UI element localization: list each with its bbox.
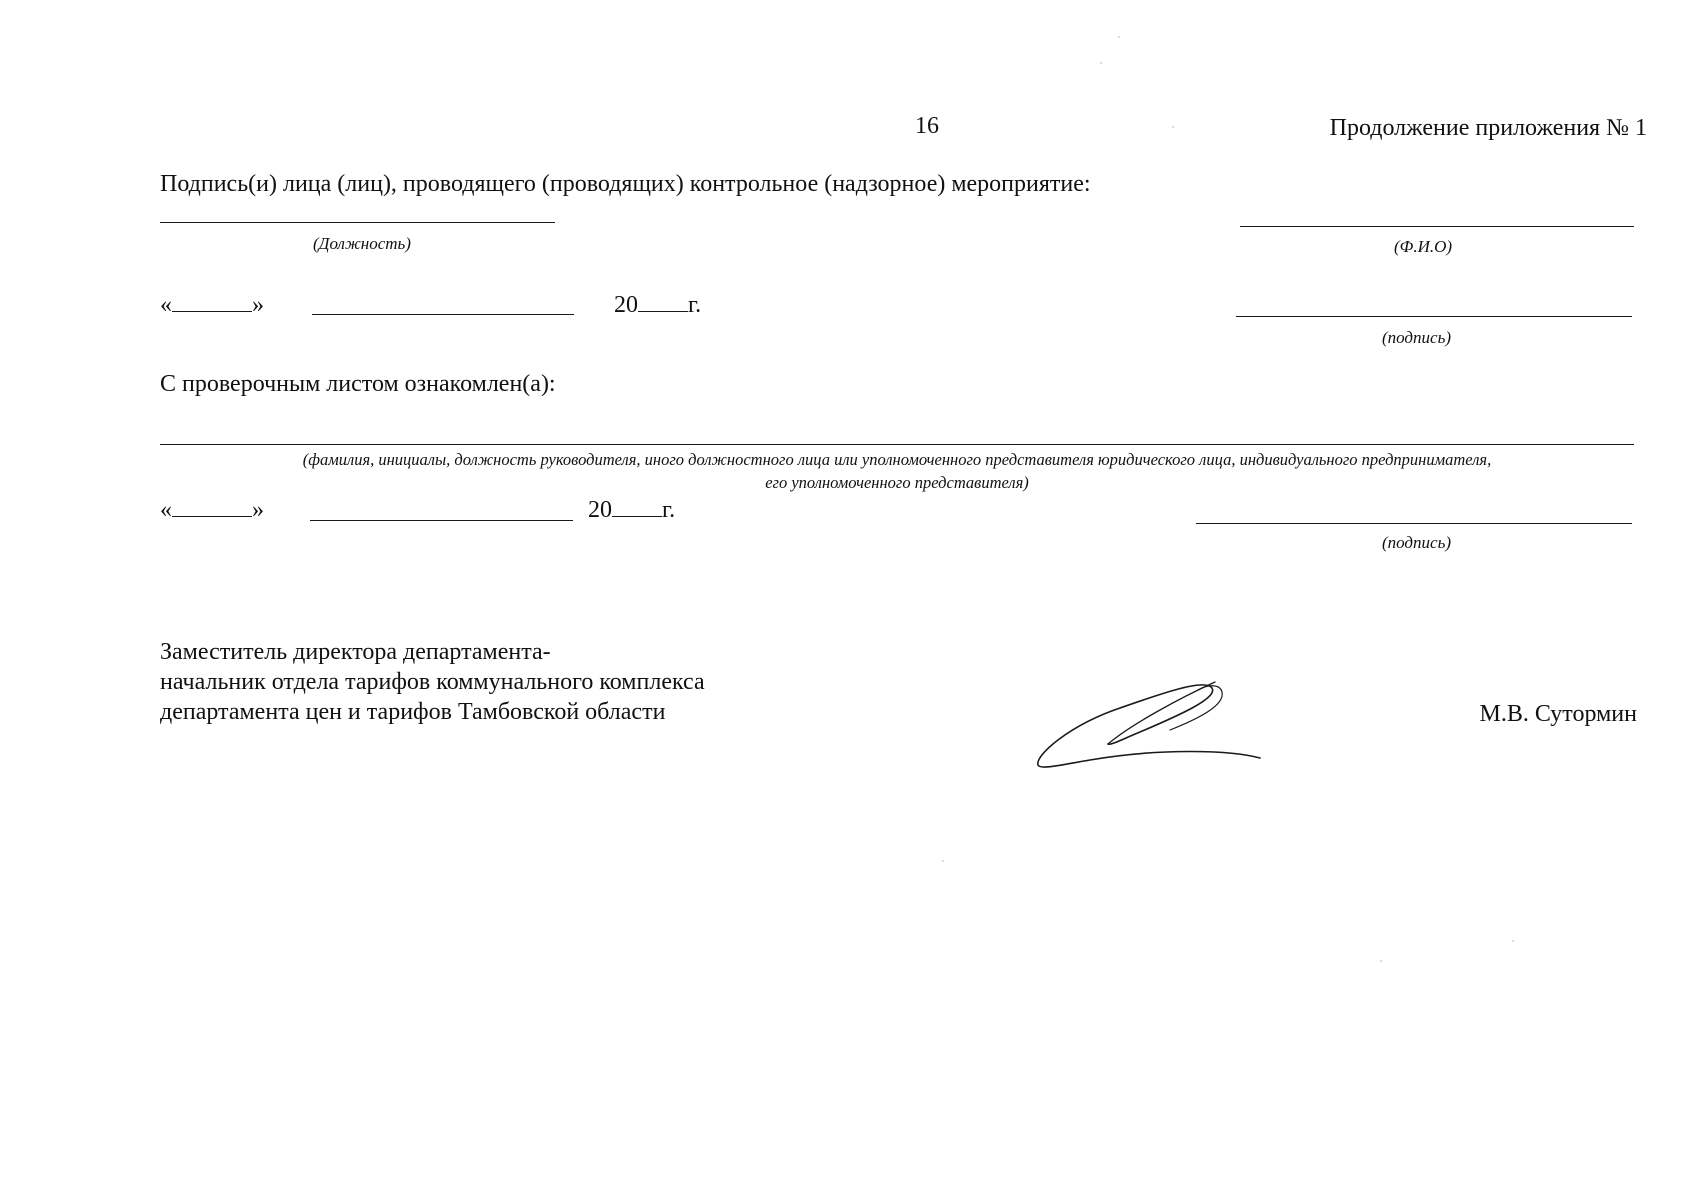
acquaintance-date-year <box>588 496 675 524</box>
year-prefix: 20 <box>614 292 638 318</box>
fio-caption: (Ф.И.О) <box>1394 237 1453 256</box>
handwritten-signature <box>1030 670 1270 780</box>
acquaintance-title: С проверочным листом ознакомлен(а): <box>160 371 556 397</box>
date-open-quote: « <box>160 292 172 318</box>
signatory-title-line3: департамента цен и тарифов Тамбовской области <box>160 699 666 725</box>
inspector-signature-caption: (подпись) <box>1382 328 1451 347</box>
position-line <box>160 222 555 223</box>
signatory-title-line1: Заместитель директора департамента- <box>160 639 551 665</box>
appendix-continuation: Продолжение приложения № 1 <box>1329 115 1647 141</box>
acquaintance-signature-line <box>1196 523 1632 524</box>
inspector-month-line <box>312 314 574 315</box>
inspector-date-day <box>160 291 264 319</box>
acquaintance-signature-caption: (подпись) <box>1382 533 1451 552</box>
fio-line <box>1240 226 1634 227</box>
scan-speck <box>942 860 944 862</box>
acquaintance-name-line <box>160 444 1634 445</box>
date-open-quote: « <box>160 497 172 523</box>
inspector-signatures-title: Подпись(и) лица (лиц), проводящего (проводящих) контрольное (надзорное) мероприятие: <box>160 171 1091 197</box>
scan-speck <box>1100 62 1102 64</box>
scan-speck <box>1380 960 1382 962</box>
year-blank <box>612 496 662 517</box>
signatory-title-line2: начальник отдела тарифов коммунального комплекса <box>160 669 705 695</box>
scan-speck <box>1172 126 1174 128</box>
day-blank <box>172 496 252 517</box>
acquaintance-month-line <box>310 520 573 521</box>
acquaintance-date-day <box>160 496 264 524</box>
year-suffix: г. <box>662 497 676 523</box>
page-number: 16 <box>915 113 939 139</box>
day-blank <box>172 291 252 312</box>
scan-speck <box>1118 36 1120 38</box>
signatory-name: М.В. Сутормин <box>1479 701 1637 727</box>
acquaintance-caption-line2: его уполномоченного представителя) <box>765 473 1029 492</box>
acquaintance-caption-line1: (фамилия, инициалы, должность руководителя, иного должностного лица или уполномоченного представителя юридического лица, индивидуального предпринимателя, <box>302 450 1492 469</box>
year-prefix: 20 <box>588 497 612 523</box>
year-blank <box>638 291 688 312</box>
date-close-quote: » <box>252 497 264 523</box>
scan-speck <box>1512 940 1514 942</box>
position-caption: (Должность) <box>313 234 411 253</box>
date-close-quote: » <box>252 292 264 318</box>
year-suffix: г. <box>688 292 702 318</box>
inspector-signature-line <box>1236 316 1632 317</box>
inspector-date-year <box>614 291 701 319</box>
